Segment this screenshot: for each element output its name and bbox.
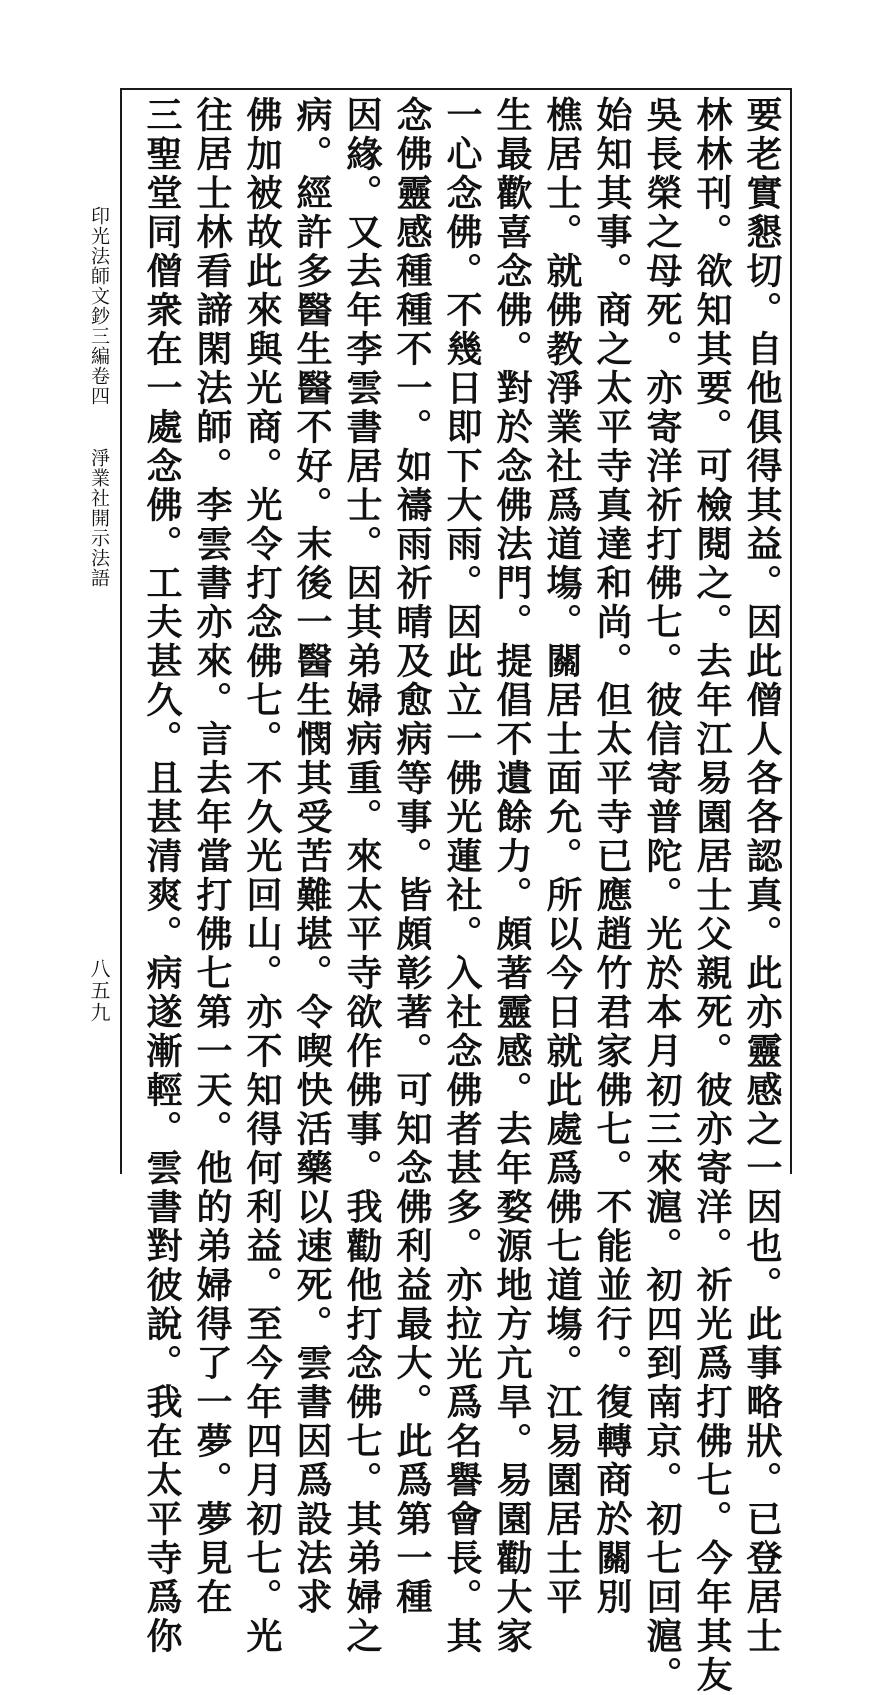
text-column: 三聖堂同僧衆在一處念佛。工夫甚久。且甚清爽。病遂漸輕。雲書對彼說。我在太平寺爲你 bbox=[141, 96, 183, 1656]
text-column: 始知其事。商之太平寺真達和尚。但太平寺已應趙竹君家佛七。不能並行。復轉商於關別 bbox=[591, 96, 633, 1617]
text-column: 念佛靈感種種不一。如禱雨祈晴及愈病等事。皆頗彰著。可知念佛利益最大。此爲第一種 bbox=[391, 96, 433, 1617]
frame-top-border bbox=[120, 88, 792, 90]
text-column: 吳長榮之母死。亦寄洋祈打佛七。彼信寄普陀。光於本月初三來滬。初四到南京。初七回滬。 bbox=[641, 96, 683, 1695]
text-column: 病。經許多醫生醫不好。末後一醫生憫其受苦難堪。令喫快活藥以速死。雲書因爲設法求 bbox=[291, 96, 333, 1617]
page-number: 八五九 bbox=[87, 958, 111, 1024]
frame-left-border bbox=[120, 88, 122, 1174]
text-column: 樵居士。就佛教淨業社爲道塲。關居士面允。所以今日就此處爲佛七道塲。江易園居士平 bbox=[541, 96, 583, 1617]
text-column: 佛加被故此來與光商。光令打念佛七。不久光回山。亦不知得何利益。至今年四月初七。光 bbox=[241, 96, 283, 1656]
text-column: 往居士林看諦閑法師。李雲書亦來。言去年當打佛七第一天。他的弟婦得了一夢。夢見在 bbox=[191, 96, 233, 1617]
frame-right-border bbox=[790, 88, 792, 1174]
text-column: 林林刊。欲知其要。可檢閱之。去年江易園居士父親死。彼亦寄洋。祈光爲打佛七。今年其友 bbox=[691, 96, 733, 1695]
text-column: 因緣。又去年李雲書居士。因其弟婦病重。來太平寺欲作佛事。我勸他打念佛七。其弟婦之 bbox=[341, 96, 383, 1656]
text-column: 一心念佛。不幾日即下大雨。因此立一佛光蓮社。入社念佛者甚多。亦拉光爲名譽會長。其 bbox=[441, 96, 483, 1656]
text-column: 要老實懇切。自他俱得其益。因此僧人各各認真。此亦靈感之一因也。此事略狀。已登居士 bbox=[741, 96, 783, 1656]
book-title: 印光法師文鈔三編卷四 bbox=[88, 206, 110, 406]
main-text-block bbox=[130, 96, 784, 1695]
section-title: 淨業社開示法語 bbox=[88, 448, 110, 588]
text-column: 生最歡喜念佛。對於念佛法門。提倡不遺餘力。頗著靈感。去年婺源地方亢旱。易園勸大家 bbox=[491, 96, 533, 1656]
